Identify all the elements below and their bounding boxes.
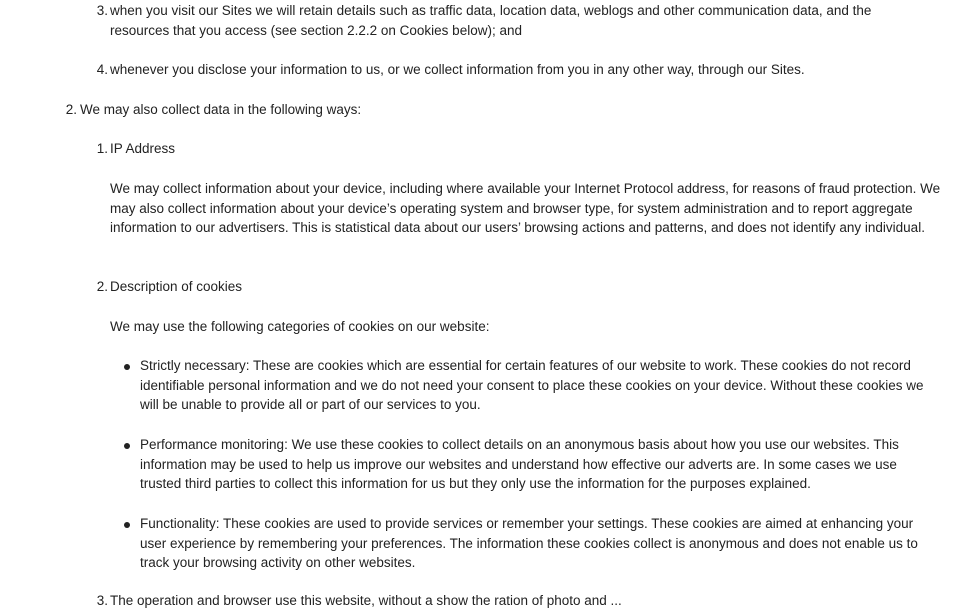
cookie-category-performance [140,435,920,494]
bullet-text: Functionality: These cookies are used to provide services or remember your settings. These cookies are aimed at enhancing your user experience by remembering your preferences. The information these cookies collect is anonymous and does not enable us to track your browsing activity on other websites. [140,516,918,571]
cookie-category-functionality [140,514,942,573]
bullet-text: Strictly necessary: These are cookies which are essential for certain features of our website to work. These cookies do not record identifiable personal information and we do not need your consent to place these cookies on your device. Without these cookies we will be unable to provide all or part of our services to you. [140,358,924,413]
section-text: We may also collect data in the following ways: [80,102,362,117]
bullet-icon [124,364,130,370]
list-item-retain-details [110,1,910,40]
list-item-title: IP Address [110,141,176,156]
cookies-intro [110,317,810,337]
bullet-text: Performance monitoring: We use these cookies to collect details on an anonymous basis about how you use our websites. This information may be used to help us improve our websites and understand how effective our adverts are. In some cases we use trusted third parties to collect this information for us but they only use the information for the purposes explained. [140,437,899,492]
list-number: 2. [96,279,108,294]
list-item-disclose-info [110,60,930,80]
list-number: 3. [96,593,108,608]
bullet-icon [124,443,130,449]
list-item-text: whenever you disclose your information to us, or we collect information from you in any other way, through our Sites. [110,62,805,77]
section-number: 2. [65,102,77,117]
cookies-title [110,277,510,297]
section-heading [80,100,780,120]
list-number: 1. [96,141,108,156]
list-item-partial [110,591,910,611]
paragraph-text: We may collect information about your device, including where available your Internet Protocol address, for reasons of fraud protection. We may also collect information about your device’s operating system and browser type, for system administration and to report aggregate information to our advertisers. This is statistical data about our users’ browsing actions and patterns, and does not identify any individual. [110,181,941,236]
ip-address-paragraph [110,179,942,238]
list-item-title: Description of cookies [110,279,243,294]
list-number: 3. [96,3,108,18]
list-item-text: when you visit our Sites we will retain details such as traffic data, location data, weblogs and other communication data, and the resources that you access (see section 2.2.2 on Cookies below); and [110,3,872,38]
cookie-category-strictly-necessary [140,356,942,415]
ip-address-title [110,139,510,159]
list-item-text: The operation and browser use this website, without a show the ration of photo and ... [110,593,622,608]
paragraph-text: We may use the following categories of cookies on our website: [110,319,490,334]
bullet-icon [124,522,130,528]
list-number: 4. [96,62,108,77]
